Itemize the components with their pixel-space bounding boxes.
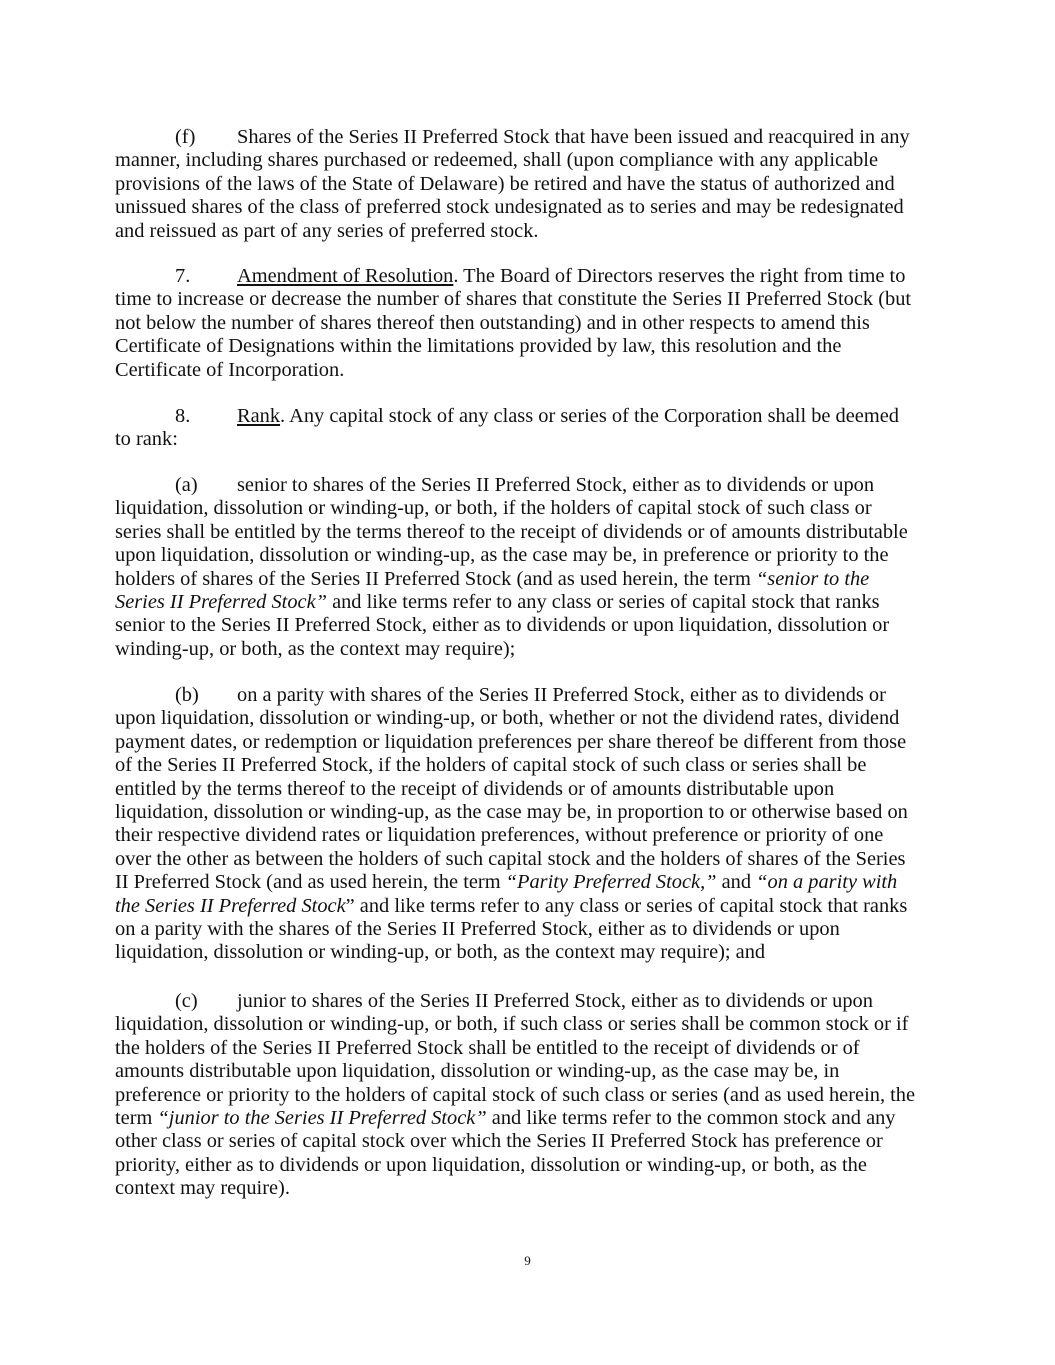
defined-term: “on a parity with	[756, 871, 898, 894]
section-7-amendment: 7. Amendment of Resolution. The Board of Directors reserves the right from time to time to increase or decrease the number of shares that constitute the Series II Preferred Stock (but not below the number of shares thereof then outstanding) and in other respects to amend this Certificate of Designations within the limitations provided by law, this resolution and the Certificate of Incorporation.	[115, 265, 912, 381]
paragraph-6f: (f) Shares of the Series II Preferred Stock that have been issued and reacquired in any manner, including shares purchased or redeemed, shall (upon compliance with any applicable provisions of the laws of the State of Delaware) be retired and have the status of authorized and unissued shares of the class of preferred stock undesignated as to series and may be redesignated and reissued as part of any series of preferred stock.	[115, 126, 910, 242]
defined-term: the Series II Preferred Stock	[115, 894, 346, 917]
section-8-rank: 8. Rank. Any capital stock of any class or series of the Corporation shall be deemed to rank:	[115, 405, 899, 451]
section-heading: Rank	[237, 405, 281, 427]
page-number: 9	[524, 1253, 531, 1268]
paragraph-label: (a)	[175, 474, 198, 496]
defined-term: “Parity Preferred Stock,”	[505, 871, 717, 894]
paragraph-8c-junior: (c) junior to shares of the Series II Preferred Stock, either as to dividends or upon liquidation, dissolution or winding-up, or both, if such class or series shall be common stock or if the holders of the Series II Preferred Stock shall be entitled to the receipt of dividends or of amounts distributable upon liquidation, dissolution or winding-up, as the case may be, in preference or priority to the holders of capital stock of such class or series (and as used herein, the term “junior to the Series II Preferred Stock” and like terms refer to the common stock and any other class or series of capital stock over which the Series II Preferred Stock has preference or priority, either as to dividends or upon liquidation, dissolution or winding-up, or both, as the context may require).	[115, 990, 916, 1200]
section-heading: Amendment of Resolution	[237, 265, 454, 287]
section-number: 7.	[175, 265, 191, 287]
section-number: 8.	[175, 405, 191, 427]
paragraph-label: (c)	[175, 990, 198, 1012]
defined-term: “junior to the Series II Preferred Stock”	[157, 1107, 487, 1130]
paragraph-8a-senior: (a) senior to shares of the Series II Preferred Stock, either as to dividends or upon liquidation, dissolution or winding-up, or both, if the holders of capital stock of such class or series shall be entitled by the terms thereof to the receipt of dividends or of amounts distributable upon liquidation, dissolution or winding-up, as the case may be, in preference or priority to the holders of shares of the Series II Preferred Stock (and as used herein, the term “senior to the Series II Preferred Stock” and like terms refer to any class or series of capital stock that ranks senior to the Series II Preferred Stock, either as to dividends or upon liquidation, dissolution or winding-up, or both, as the context may require);	[115, 474, 908, 660]
paragraph-label: (b)	[175, 684, 199, 706]
paragraph-8b-parity: (b) on a parity with shares of the Series II Preferred Stock, either as to dividends or upon liquidation, dissolution or winding-up, or both, whether or not the dividend rates, dividend payment dates, or redemption or liquidation preferences per share thereof be different from those of the Series II Preferred Stock, if the holders of capital stock of such class or series shall be entitled by the terms thereof to the receipt of dividends or of amounts distributable upon liquidation, dissolution or winding-up, as the case may be, in proportion to or otherwise based on their respective dividend rates or liquidation preferences, without preference or priority of one over the other as between the holders of such capital stock and the holders of shares of the Series II Preferred Stock (and as used herein, the term “Parity Preferred Stock,” and “on a parity with the Series II Preferred Stock” and like terms refer to any class or series of capital stock that ranks on a parity with the shares of the Series II Preferred Stock, either as to dividends or upon liquidation, dissolution or winding-up, or both, as the context may require); and	[115, 684, 908, 964]
defined-term: “senior to the	[755, 567, 870, 590]
paragraph-label: (f)	[175, 126, 196, 148]
defined-term: Series II Preferred Stock”	[115, 591, 327, 614]
